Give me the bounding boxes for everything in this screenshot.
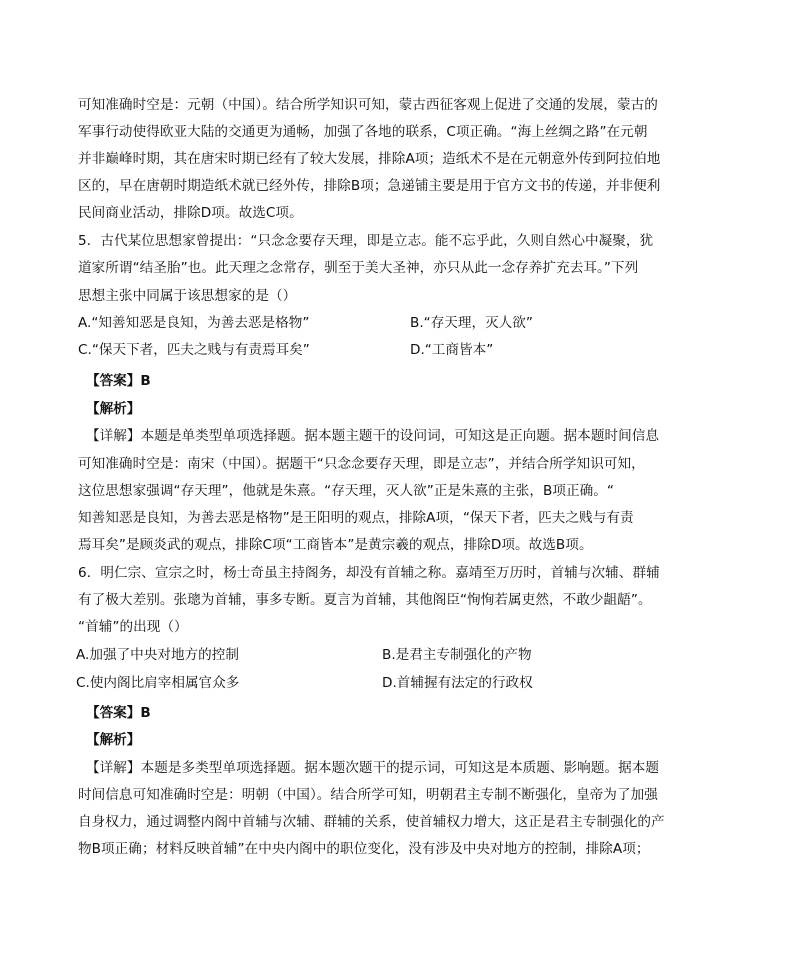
q6-stem-line-1: 6．明仁宗、宣宗之时，杨士奇虽主持阁务，却没有首辅之称。嘉靖至万历时，首辅与次辅、群辅 [78, 565, 660, 581]
q6-detail-line-2: 时间信息可知准确时空是：明朝（中国）。结合所学可知，明朝君主专制不断强化，皇帝为了加强 [78, 787, 658, 803]
q5-detail-line-5: 焉耳矣”是顾炎武的观点，排除C项“工商皆本”是黄宗羲的观点，排除D项。故选B项。 [78, 537, 593, 553]
q5-option-b: B.“存天理，灭人欲” [410, 315, 533, 331]
q6-answer: 【答案】B [86, 705, 151, 721]
q5-option-a: A.“知善知恶是良知，为善去恶是格物” [78, 315, 310, 331]
q6-detail-line-3: 自身权力，通过调整内阁中首辅与次辅、群辅的关系，使首辅权力增大，这正是君主专制强化的产 [78, 814, 665, 830]
q6-analysis-label: 【解析】 [86, 732, 141, 748]
q5-detail-line-2: 可知准确时空是：南宋（中国）。据题干“只念念要存天理，即是立志”，并结合所学知识可知， [78, 456, 645, 472]
q5-stem-line-2: 道家所谓“结圣胎”也。此天理之念常存，驯至于美大圣神，亦只从此一念存养扩充去耳。”下列 [78, 260, 639, 276]
q5-option-c: C.“保天下者，匹夫之贱与有责焉耳矣” [78, 342, 310, 358]
q4-analysis-line-5: 民间商业活动，排除D项。故选C项。 [78, 205, 303, 221]
q5-option-d: D.“工商皆本” [410, 342, 494, 358]
q5-detail-line-1: 【详解】本题是单类型单项选择题。据本题主题干的设问词，可知这是正向题。据本题时间信息 [86, 428, 660, 444]
q6-option-c: C.使内阁比肩宰相属官众多 [76, 675, 240, 691]
q4-analysis-line-4: 区的，早在唐朝时期造纸术就已经外传，排除B项；急递铺主要是用于官方文书的传递，并非便利 [78, 178, 661, 194]
q4-analysis-line-2: 军事行动使得欧亚大陆的交通更为通畅，加强了各地的联系，C项正确。“海上丝绸之路”在元朝 [78, 124, 648, 140]
q4-analysis-line-3: 并非巅峰时期，其在唐宋时期已经有了较大发展，排除A项；造纸术不是在元朝意外传到阿拉伯地 [78, 151, 661, 167]
q6-stem-line-3: “首辅”的出现（） [78, 619, 188, 635]
q5-stem-line-1: 5．古代某位思想家曾提出：“只念念要存天理，即是立志。能不忘乎此，久则自然心中凝聚，犹 [78, 233, 654, 249]
q6-option-a: A.加强了中央对地方的控制 [76, 647, 239, 663]
q5-detail-line-4: 知善知恶是良知，为善去恶是格物”是王阳明的观点，排除A项，“保天下者，匹夫之贱与有责 [78, 510, 634, 526]
q5-detail-line-3: 这位思想家强调“存天理”，他就是朱熹。“存天理，灭人欲”正是朱熹的主张，B项正确。“ [78, 483, 615, 499]
q5-answer: 【答案】B [86, 373, 151, 389]
q5-stem-line-3: 思想主张中同属于该思想家的是（） [78, 288, 297, 304]
q6-detail-line-4: 物B项正确；材料反映首辅”在中央内阁中的职位变化，没有涉及中央对地方的控制，排除A项； [78, 841, 650, 857]
q6-stem-line-2: 有了极大差别。张璁为首辅，事多专断。夏言为首辅，其他阁臣“恂恂若属吏然，不敢少龃龉”。 [78, 592, 652, 608]
q6-option-d: D.首辅握有法定的行政权 [382, 675, 533, 691]
q6-detail-line-1: 【详解】本题是多类型单项选择题。据本题次题干的提示词，可知这是本质题、影响题。据本题 [86, 760, 660, 776]
q4-analysis-line-1: 可知准确时空是：元朝（中国）。结合所学知识可知，蒙古西征客观上促进了交通的发展，蒙古的 [78, 97, 658, 113]
q6-option-b: B.是君主专制强化的产物 [382, 647, 532, 663]
q5-analysis-label: 【解析】 [86, 401, 141, 417]
